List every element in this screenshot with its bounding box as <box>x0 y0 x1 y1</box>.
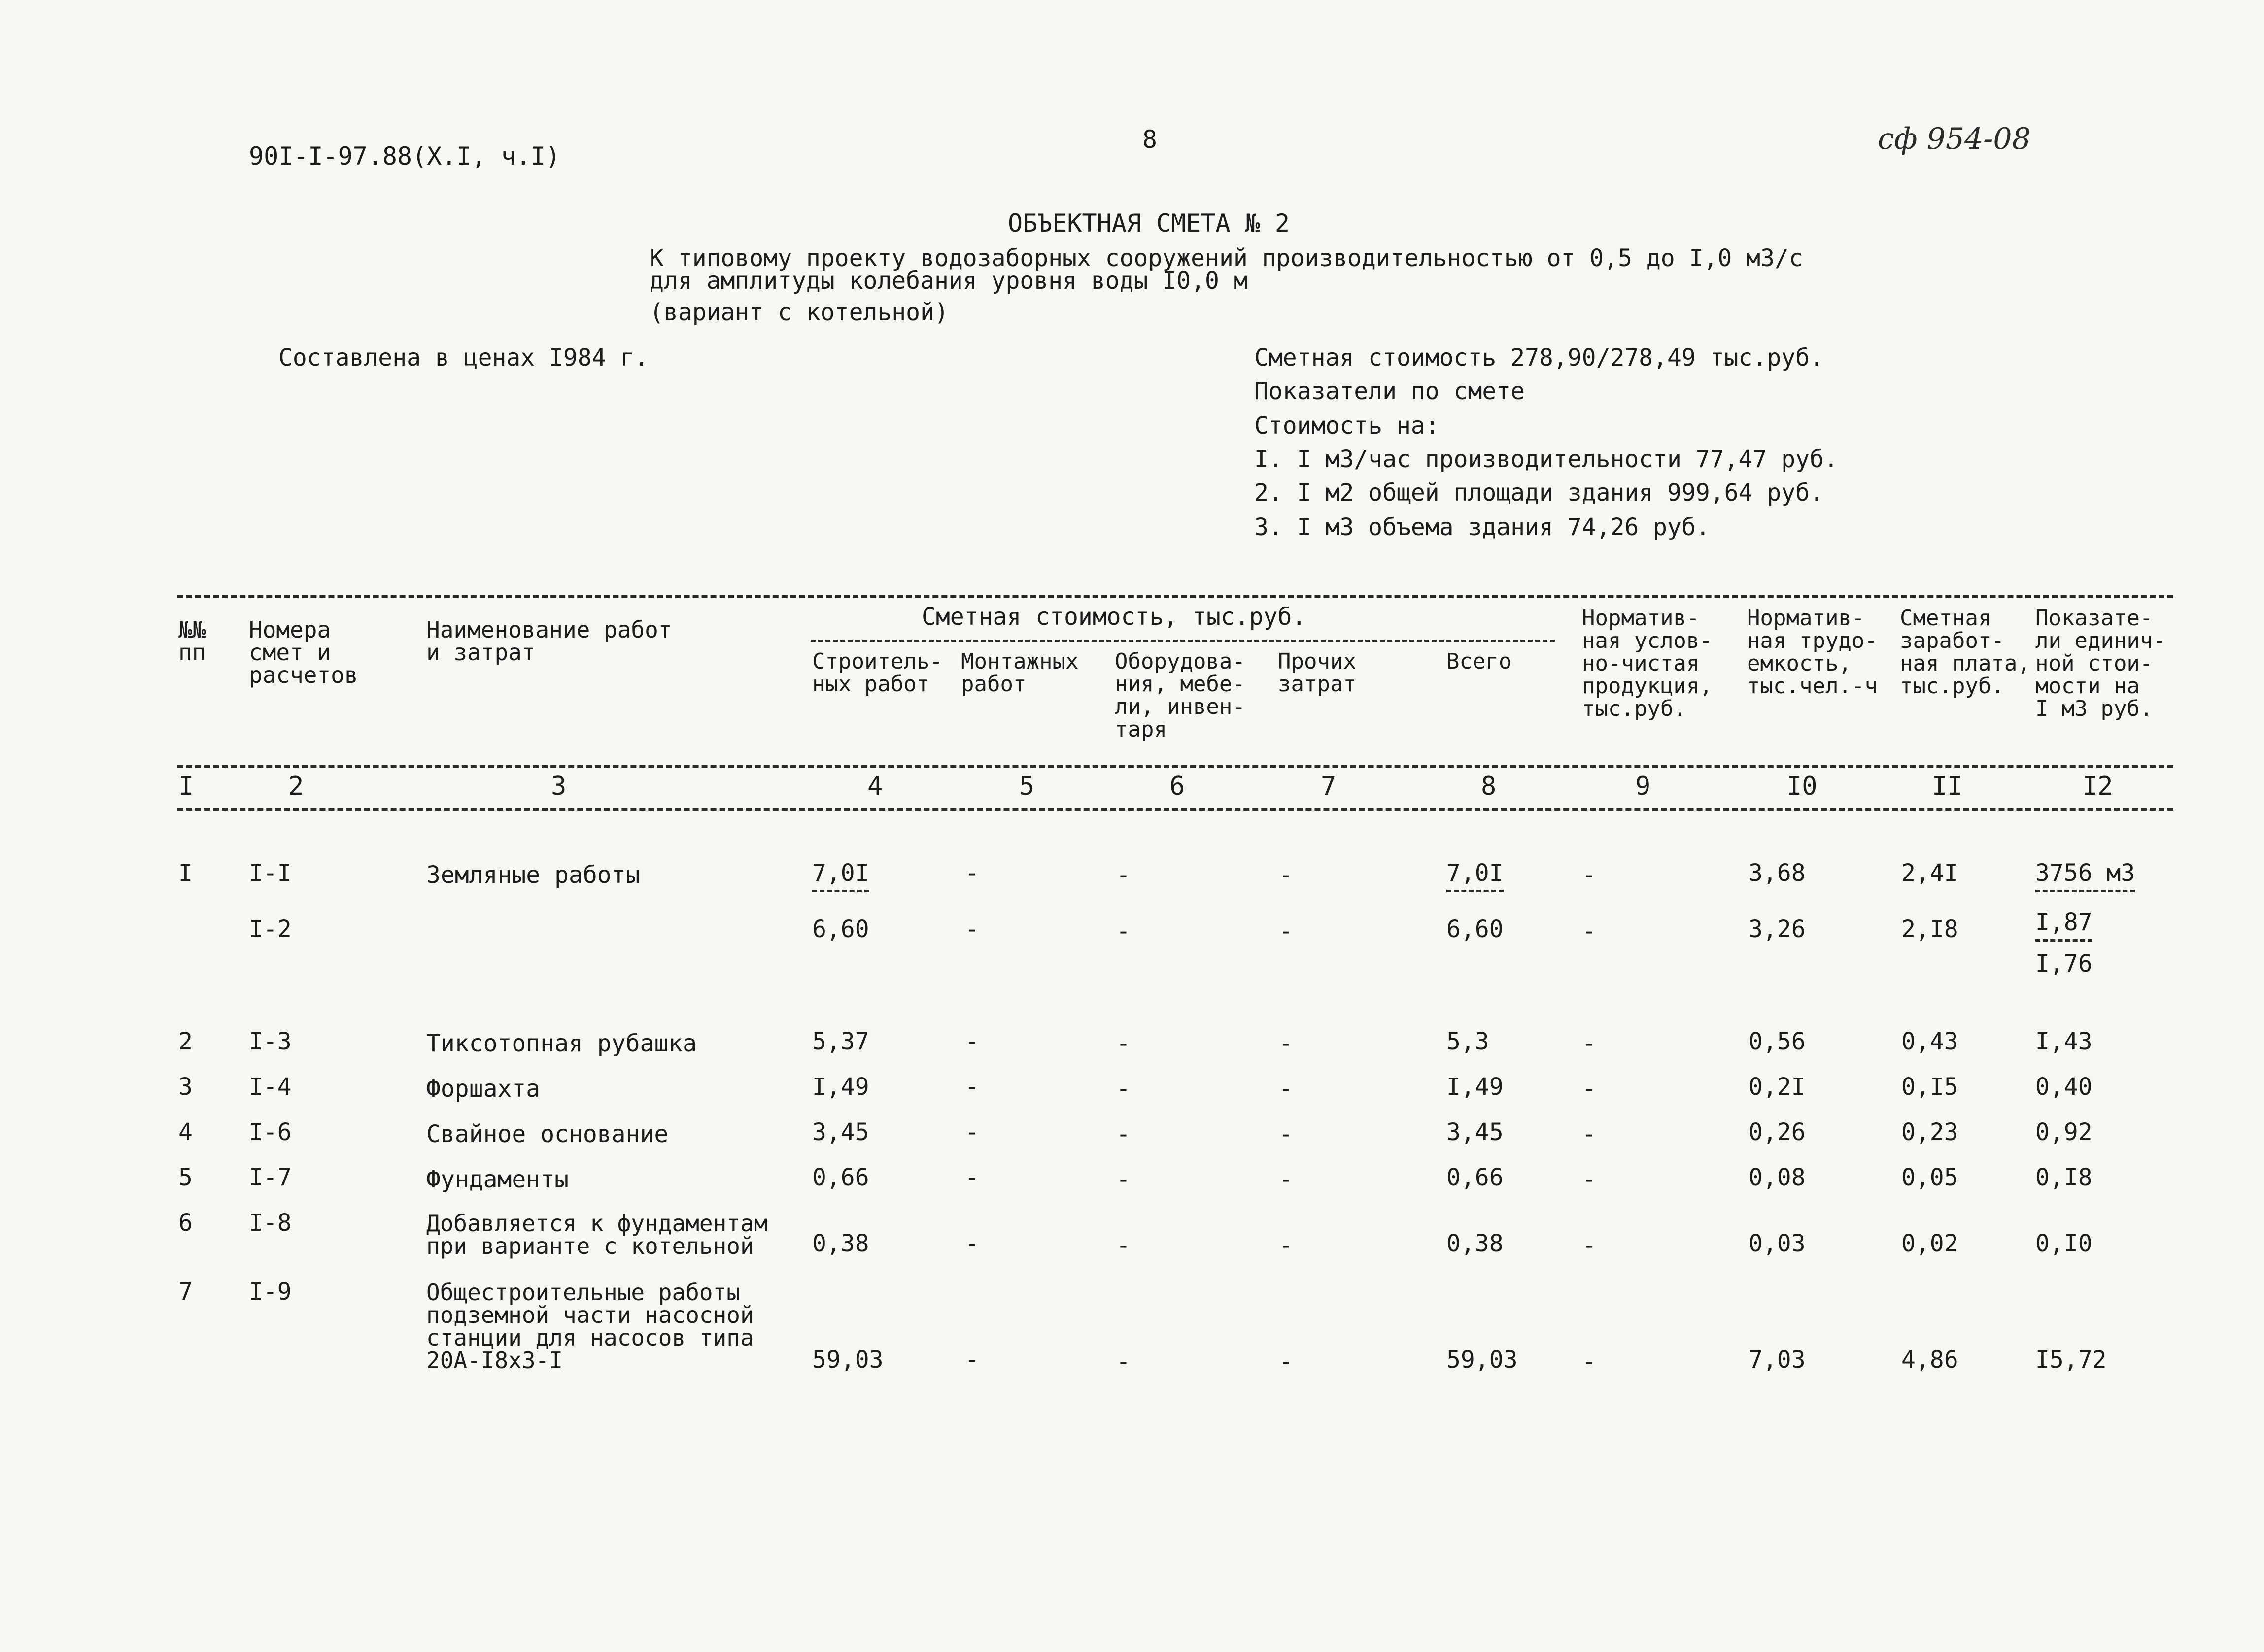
row-labor: 3,68 <box>1749 859 1806 887</box>
row-labor: 0,56 <box>1749 1028 1806 1055</box>
row-total: 0,38 <box>1446 1230 1504 1257</box>
row-installation: - <box>965 1028 979 1055</box>
column-number-5: 5 <box>1019 772 1035 801</box>
row-construction: I,49 <box>812 1073 869 1101</box>
page-number: 8 <box>1142 125 1158 154</box>
row-labor: 0,03 <box>1749 1230 1806 1257</box>
header-bottom-rule <box>177 765 2173 768</box>
row-code: I-I <box>249 859 292 887</box>
row-number: 7 <box>178 1278 193 1306</box>
row-name: Добавляется к фундаментам при варианте с котельной <box>426 1210 768 1259</box>
row-name: Форшахта <box>426 1075 541 1103</box>
row-labor: 0,26 <box>1749 1118 1806 1146</box>
title-line-2: для амплитуды колебания уровня воды I0,0 м <box>650 267 1248 295</box>
row-net-product: - <box>1582 1120 1596 1148</box>
row-equipment: - <box>1116 1232 1131 1259</box>
row-installation: - <box>965 1346 979 1374</box>
row-wages: 2,4I <box>1901 859 1958 887</box>
cost-per-title: Стоимость на: <box>1254 412 1440 439</box>
header-wages: Сметная заработ- ная плата, тыс.руб. <box>1900 606 2030 699</box>
row-equipment: - <box>1116 1030 1131 1057</box>
column-number-10: I0 <box>1786 772 1818 801</box>
row-code: I-7 <box>249 1164 292 1191</box>
row-other: - <box>1279 1030 1293 1057</box>
column-number-11: II <box>1932 772 1963 801</box>
row-unit-cost: I,87 <box>2035 910 2092 942</box>
row-other: - <box>1279 1120 1293 1148</box>
indicator-1: I. I м3/час производительности 77,47 руб. <box>1254 445 1838 473</box>
column-number-12: I2 <box>2082 772 2113 801</box>
row-wages: 4,86 <box>1901 1346 1958 1374</box>
indicator-3: 3. I м3 объема здания 74,26 руб. <box>1254 513 1710 541</box>
indicators-title: Показатели по смете <box>1254 377 1525 405</box>
row-other: - <box>1279 1075 1293 1103</box>
row-wages: 0,I5 <box>1901 1073 1958 1101</box>
group-header-rule <box>811 640 1555 642</box>
row-equipment: - <box>1116 1075 1131 1103</box>
row-total: 6,60 <box>1446 915 1504 943</box>
row-code: I-2 <box>249 915 292 943</box>
header-row-number: №№ пп <box>178 616 206 666</box>
row-labor: 3,26 <box>1749 915 1806 943</box>
row-other: - <box>1279 1166 1293 1193</box>
row-code: I-4 <box>249 1073 292 1101</box>
header-labor: Норматив- ная трудо- емкость, тыс.чел.-ч <box>1747 606 1878 699</box>
row-total: I,49 <box>1446 1073 1504 1101</box>
row-equipment: - <box>1116 917 1131 945</box>
handwritten-stamp-code: сф 954-08 <box>1878 122 2031 156</box>
row-total: 0,66 <box>1446 1164 1504 1191</box>
row-installation: - <box>965 1230 979 1257</box>
row-equipment: - <box>1116 1166 1131 1193</box>
row-total: 7,0I <box>1446 861 1504 892</box>
column-number-8: 8 <box>1481 772 1497 801</box>
column-number-7: 7 <box>1321 772 1337 801</box>
row-unit-cost: I,43 <box>2035 1028 2092 1055</box>
row-unit-cost: I5,72 <box>2035 1346 2107 1374</box>
row-other: - <box>1279 861 1293 889</box>
row-total: 59,03 <box>1446 1346 1518 1374</box>
row-net-product: - <box>1582 1232 1596 1259</box>
header-net-product: Норматив- ная услов- но-чистая продукция, тыс.руб. <box>1582 606 1713 721</box>
row-number: 3 <box>178 1073 193 1101</box>
row-wages: 0,23 <box>1901 1118 1958 1146</box>
row-net-product: - <box>1582 917 1596 945</box>
row-name: Свайное основание <box>426 1120 669 1148</box>
row-wages: 2,I8 <box>1901 915 1958 943</box>
row-unit-cost: 0,40 <box>2035 1073 2092 1101</box>
row-construction: 0,38 <box>812 1230 869 1257</box>
row-installation: - <box>965 859 979 887</box>
row-unit-cost: 3756 м3 <box>2035 861 2135 892</box>
header-other-costs: Прочих затрат <box>1278 649 1356 697</box>
title-line-3: (вариант с котельной) <box>650 299 949 326</box>
row-number: I <box>178 859 193 887</box>
row-labor: 0,2I <box>1749 1073 1806 1101</box>
row-equipment: - <box>1116 861 1131 889</box>
row-code: I-6 <box>249 1118 292 1146</box>
row-total: 5,3 <box>1446 1028 1489 1055</box>
row-installation: - <box>965 1118 979 1146</box>
row-unit-cost: 0,92 <box>2035 1118 2092 1146</box>
column-number-3: 3 <box>551 772 567 801</box>
column-number-rule <box>177 808 2173 811</box>
title-line-1: К типовому проекту водозаборных сооружений производительностью от 0,5 до I,0 м3/с <box>650 244 1803 272</box>
header-equipment: Оборудова- ния, мебе- ли, инвен- таря <box>1115 649 1245 742</box>
row-construction: 3,45 <box>812 1118 869 1146</box>
header-construction: Строитель- ных работ <box>812 649 943 697</box>
row-total: 3,45 <box>1446 1118 1504 1146</box>
row-code: I-3 <box>249 1028 292 1055</box>
row-number: 2 <box>178 1028 193 1055</box>
indicator-2: 2. I м2 общей площади здания 999,64 руб. <box>1254 479 1824 506</box>
estimate-heading: ОБЪЕКТНАЯ СМЕТА № 2 <box>1008 209 1290 237</box>
row-equipment: - <box>1116 1348 1131 1376</box>
column-number-1: I <box>178 772 194 801</box>
row-wages: 0,43 <box>1901 1028 1958 1055</box>
row-net-product: - <box>1582 861 1596 889</box>
row-name: Общестроительные работы подземной части насосной станции для насосов типа 20А-I8х3-I <box>426 1279 754 1374</box>
row-number: 6 <box>178 1209 193 1237</box>
row-construction: 59,03 <box>812 1346 884 1374</box>
row-unit-cost: 0,I0 <box>2035 1230 2092 1257</box>
header-cost-group: Сметная стоимость, тыс.руб. <box>922 603 1306 631</box>
column-number-2: 2 <box>288 772 304 801</box>
row-unit-cost-second: I,76 <box>2035 950 2092 978</box>
row-number: 4 <box>178 1118 193 1146</box>
row-construction: 7,0I <box>812 861 869 892</box>
column-number-6: 6 <box>1169 772 1185 801</box>
row-equipment: - <box>1116 1120 1131 1148</box>
column-number-9: 9 <box>1635 772 1651 801</box>
row-number: 5 <box>178 1164 193 1191</box>
header-estimate-number: Номера смет и расчетов <box>249 616 358 688</box>
row-installation: - <box>965 1073 979 1101</box>
row-other: - <box>1279 1348 1293 1376</box>
document-code: 90I-I-97.88(X.I, ч.I) <box>249 142 561 170</box>
row-unit-cost: 0,I8 <box>2035 1164 2092 1191</box>
row-name: Земляные работы <box>426 861 640 889</box>
row-net-product: - <box>1582 1348 1596 1376</box>
header-unit-cost: Показате- ли единич- ной стои- мости на I м3 руб. <box>2035 606 2166 721</box>
row-net-product: - <box>1582 1030 1596 1057</box>
row-wages: 0,05 <box>1901 1164 1958 1191</box>
row-other: - <box>1279 1232 1293 1259</box>
row-net-product: - <box>1582 1166 1596 1193</box>
row-labor: 7,03 <box>1749 1346 1806 1374</box>
table-top-rule <box>177 595 2173 598</box>
row-other: - <box>1279 917 1293 945</box>
row-wages: 0,02 <box>1901 1230 1958 1257</box>
row-installation: - <box>965 1164 979 1191</box>
prices-year-note: Составлена в ценах I984 г. <box>278 344 649 371</box>
estimated-cost: Сметная стоимость 278,90/278,49 тыс.руб. <box>1254 344 1824 371</box>
row-construction: 0,66 <box>812 1164 869 1191</box>
header-installation: Монтажных работ <box>961 649 1079 697</box>
row-name: Тиксотопная рубашка <box>426 1030 697 1057</box>
row-code: I-8 <box>249 1209 292 1237</box>
row-code: I-9 <box>249 1278 292 1306</box>
row-installation: - <box>965 915 979 943</box>
header-work-name: Наименование работ и затрат <box>426 616 672 666</box>
row-net-product: - <box>1582 1075 1596 1103</box>
row-name: Фундаменты <box>426 1166 569 1193</box>
row-labor: 0,08 <box>1749 1164 1806 1191</box>
header-total: Всего <box>1446 649 1512 674</box>
row-construction: 5,37 <box>812 1028 869 1055</box>
row-construction: 6,60 <box>812 915 869 943</box>
column-number-4: 4 <box>867 772 883 801</box>
